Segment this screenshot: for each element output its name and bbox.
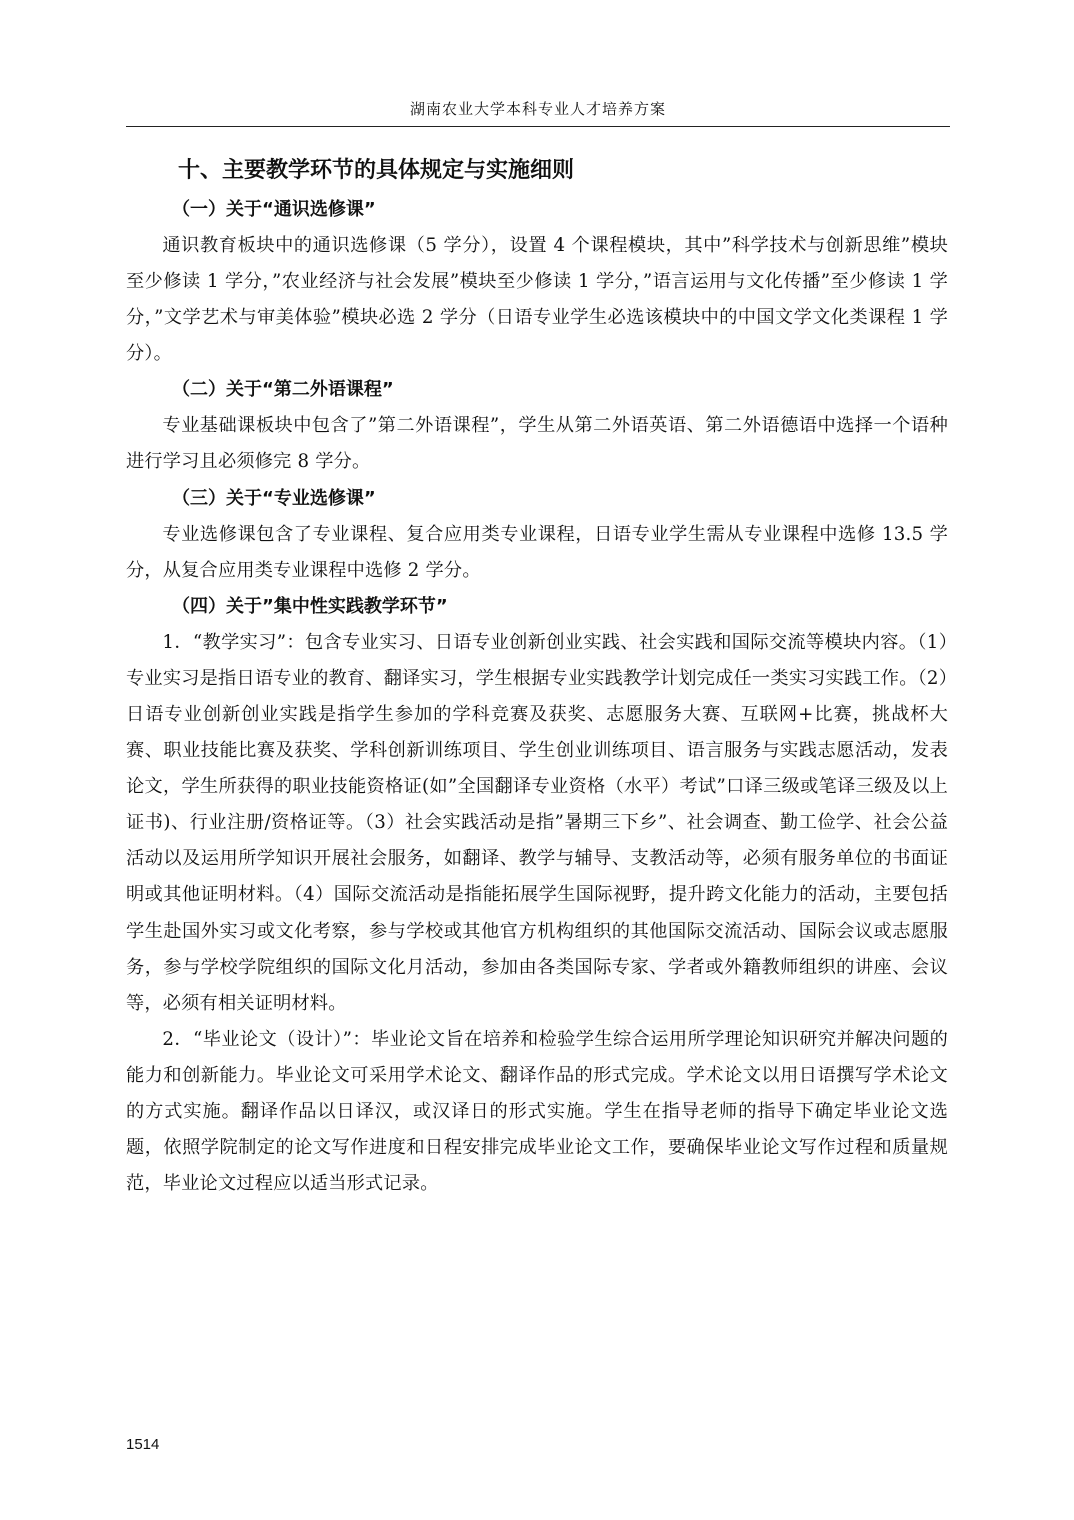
running-header: 湖南农业大学本科专业人才培养方案 [409,100,666,118]
document-body [126,150,948,1202]
paragraph-graduation-thesis: 2．“毕业论文（设计）”：毕业论文旨在培养和检验学生综合运用所学理论知识研究并解决问题的能力和创新能力。毕业论文可采用学术论文、翻译作品的形式完成。学术论文以用日语撰写学术论文的方式实施。翻译作品以日译汉，或汉译日的形式实施。学生在指导老师的指导下确定毕业论文选题，依照学院制定的论文写作进度和日程安排完成毕业论文工作，要确保毕业论文写作过程和质量规范，毕业论文过程应以适当形式记录。 [126,1028,948,1195]
paragraph-second-language: 专业基础课板块中包含了”第二外语课程”，学生从第二外语英语、第二外语德语中选择一个语种进行学习且必须修完 8 学分。 [126,415,948,473]
page-number: 1514 [126,1436,160,1453]
header-divider [126,126,950,127]
section-title: 十、主要教学环节的具体规定与实施细则 [178,158,575,183]
subsection-title-major-electives: （三）关于“专业选修课” [172,487,376,509]
paragraph-teaching-internship: 1．“教学实习”：包含专业实习、日语专业创新创业实践、社会实践和国际交流等模块内容。（1）专业实习是指日语专业的教育、翻译实习，学生根据专业实践教学计划完成任一类实习实践工作。（2）日语专业创新创业实践是指学生参加的学科竞赛及获奖、志愿服务大赛、互联网+比赛，挑战杯大赛、职业技能比赛及获奖、学科创新训练项目、学生创业训练项目、语言服务与实践志愿活动，发表论文，学生所获得的职业技能资格证(如”全国翻译专业资格（水平）考试”口译三级或笔译三级及以上证书)、行业注册/资格证等。（3）社会实践活动是指”暑期三下乡”、社会调查、勤工俭学、社会公益活动以及运用所学知识开展社会服务，如翻译、教学与辅导、支教活动等，必须有服务单位的书面证明或其他证明材料。（4）国际交流活动是指能拓展学生国际视野，提升跨文化能力的活动，主要包括学生赴国外实习或文化考察，参与学校或其他官方机构组织的其他国际交流活动、国际会议或志愿服务，参与学校学院组织的国际文化月活动，参加由各类国际专家、学者或外籍教师组织的讲座、会议等，必须有相关证明材料。 [126,631,948,1014]
paragraph-major-electives: 专业选修课包含了专业课程、复合应用类专业课程，日语专业学生需从专业课程中选修 13.5 学分，从复合应用类专业课程中选修 2 学分。 [126,523,948,581]
subsection-title-practice: （四）关于”集中性实践教学环节” [172,595,448,617]
subsection-title-general-electives: （一）关于“通识选修课” [172,199,376,220]
paragraph-general-electives: 通识教育板块中的通识选修课（5 学分），设置 4 个课程模块，其中”科学技术与创新思维”模块至少修读 1 学分，”农业经济与社会发展”模块至少修读 1 学分，”语言运用与文化传播”至少修读 1 学分，”文学艺术与审美体验”模块必选 2 学分（日语专业学生必选该模块中的中国文学文化类课程 1 学分）。 [126,235,948,365]
subsection-title-second-language: （二）关于“第二外语课程” [172,379,394,401]
